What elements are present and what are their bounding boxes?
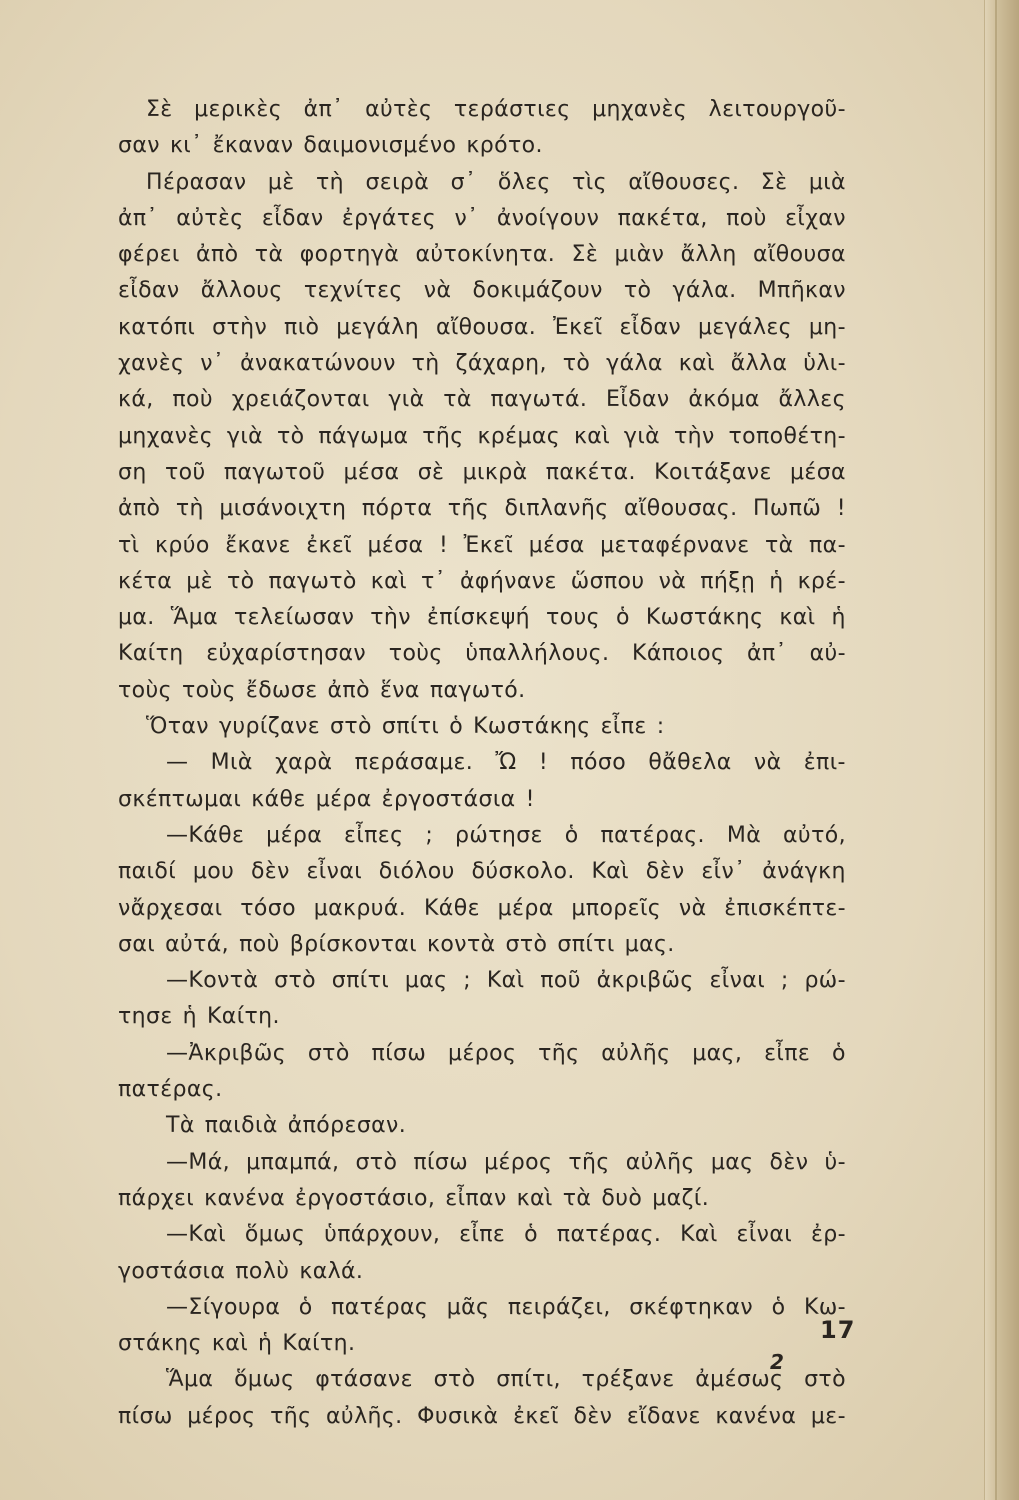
text-line: τοὺς τοὺς ἔδωσε ἀπὸ ἕνα παγωτό. — [118, 677, 526, 703]
text-line: τησε ἡ Καίτη. — [118, 1004, 280, 1030]
text-line: —Σίγουρα ὁ πατέρας μᾶς πειράζει, σκέφτηκαν ὁ Κω- — [166, 1294, 846, 1320]
text-line: σκέπτωμαι κάθε μέρα ἐργοστάσια ! — [118, 786, 535, 812]
text-line: — Μιὰ χαρὰ περάσαμε. Ὤ ! πόσο θἄθελα νὰ ἐπι- — [166, 750, 846, 776]
text-line: στάκης καὶ ἡ Καίτη. — [118, 1331, 356, 1357]
text-line: σαι αὐτά, ποὺ βρίσκονται κοντὰ στὸ σπίτι μας. — [118, 931, 675, 957]
signature-mark: 2 — [770, 1350, 784, 1374]
page-edge — [984, 0, 1019, 1500]
text-line: νἄρχεσαι τόσο μακρυά. Κάθε μέρα μπορεῖς νὰ ἐπισκέπτε- — [118, 895, 846, 921]
text-line: μα. Ἅμα τελείωσαν τὴν ἐπίσκεψή τους ὁ Κωστάκης καὶ ἡ — [118, 605, 846, 631]
body-text — [118, 92, 846, 1435]
text-line: παιδί μου δὲν εἶναι διόλου δύσκολο. Καὶ δὲν εἶν᾿ ἀνάγκη — [118, 859, 846, 885]
text-line: ἀπὸ τὴ μισάνοιχτη πόρτα τῆς διπλανῆς αἴθουσας. Πωπῶ ! — [118, 496, 846, 522]
page-number: 17 — [820, 1316, 856, 1344]
text-line: Ὅταν γυρίζανε στὸ σπίτι ὁ Κωστάκης εἶπε : — [146, 714, 665, 740]
text-line: σαν κι᾿ ἔκαναν δαιμονισμένο κρότο. — [118, 133, 543, 159]
text-line: κατόπι στὴν πιὸ μεγάλη αἴθουσα. Ἐκεῖ εἶδαν μεγάλες μη- — [118, 314, 846, 340]
text-line: κά, ποὺ χρειάζονται γιὰ τὰ παγωτά. Εἶδαν ἀκόμα ἄλλες — [118, 387, 846, 413]
text-line: τὶ κρύο ἔκανε ἐκεῖ μέσα ! Ἐκεῖ μέσα μεταφέρνανε τὰ πα- — [118, 532, 846, 558]
text-line: ση τοῦ παγωτοῦ μέσα σὲ μικρὰ πακέτα. Κοιτάξανε μέσα — [118, 459, 846, 485]
text-line: εἶδαν ἄλλους τεχνίτες νὰ δοκιμάζουν τὸ γάλα. Μπῆκαν — [118, 278, 846, 304]
text-line: Ἅμα ὅμως φτάσανε στὸ σπίτι, τρέξανε ἀμέσως στὸ — [166, 1367, 846, 1393]
text-line: —Ἀκριβῶς στὸ πίσω μέρος τῆς αὐλῆς μας, εἶπε ὁ — [166, 1040, 846, 1066]
text-line: ἀπ᾿ αὐτὲς εἶδαν ἐργάτες ν᾿ ἀνοίγουν πακέτα, ποὺ εἶχαν — [118, 205, 846, 231]
text-line: πάρχει κανένα ἐργοστάσιο, εἶπαν καὶ τὰ δυὸ μαζί. — [118, 1185, 710, 1211]
text-line: μηχανὲς γιὰ τὸ πάγωμα τῆς κρέμας καὶ γιὰ τὴν τοποθέτη- — [118, 423, 846, 449]
text-line: φέρει ἀπὸ τὰ φορτηγὰ αὐτοκίνητα. Σὲ μιὰν ἄλλη αἴθουσα — [118, 242, 846, 268]
text-line: Πέρασαν μὲ τὴ σειρὰ σ᾿ ὅλες τὶς αἴθουσες. Σὲ μιὰ — [146, 169, 846, 195]
text-line: γοστάσια πολὺ καλά. — [118, 1258, 364, 1284]
text-line: Τὰ παιδιὰ ἀπόρεσαν. — [166, 1113, 407, 1139]
text-line: κέτα μὲ τὸ παγωτὸ καὶ τ᾿ ἀφήνανε ὥσπου νὰ πήξῃ ἡ κρέ- — [118, 568, 846, 594]
text-line: χανὲς ν᾿ ἀνακατώνουν τὴ ζάχαρη, τὸ γάλα καὶ ἄλλα ὑλι- — [118, 351, 846, 377]
text-line: πατέρας. — [118, 1077, 223, 1103]
text-line: πίσω μέρος τῆς αὐλῆς. Φυσικὰ ἐκεῖ δὲν εἴδανε κανένα με- — [118, 1403, 846, 1429]
text-line: Καίτη εὐχαρίστησαν τοὺς ὑπαλλήλους. Κάποιος ἀπ᾿ αὐ- — [118, 641, 846, 667]
text-line: —Κάθε μέρα εἶπες ; ρώτησε ὁ πατέρας. Μὰ αὐτό, — [166, 822, 846, 848]
text-line: Σὲ μερικὲς ἀπ᾿ αὐτὲς τεράστιες μηχανὲς λειτουργοῦ- — [146, 97, 846, 122]
text-line: —Μά, μπαμπά, στὸ πίσω μέρος τῆς αὐλῆς μας δὲν ὑ- — [166, 1149, 846, 1175]
text-line: —Καὶ ὅμως ὑπάρχουν, εἶπε ὁ πατέρας. Καὶ εἶναι ἐρ- — [166, 1222, 846, 1248]
text-line: —Κοντὰ στὸ σπίτι μας ; Καὶ ποῦ ἀκριβῶς εἶναι ; ρώ- — [166, 968, 846, 994]
page-fold — [995, 0, 997, 1500]
